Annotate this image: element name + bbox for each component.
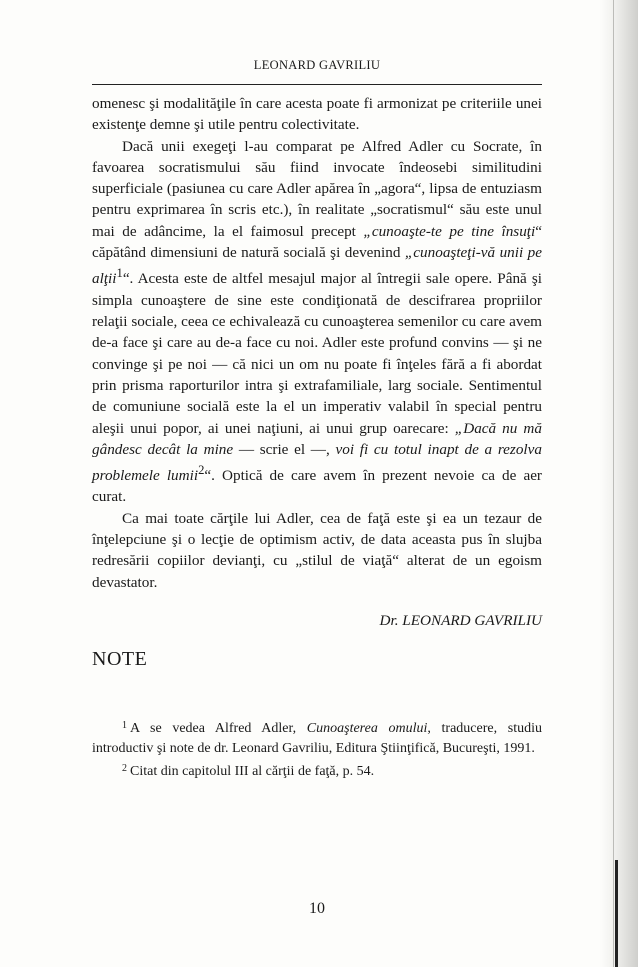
p2-quote-4: voi fi cu totul inapt de a rezolva problemele lumii (92, 440, 542, 485)
author-signature: Dr. LEONARD GAVRILIU (379, 612, 542, 629)
note-1-text-a: A se vedea Alfred Adler, (130, 721, 307, 736)
paragraph-3: Ca mai toate cărţile lui Adler, cea de faţă este şi ea un tezaur de înţelepciune şi o lecţie de optimism activ, de data aceasta pus în slujba redresării copiilor devianţi, cu „stilul de viaţă“ alterat de un egoism devastator. (92, 509, 542, 591)
main-text (92, 93, 542, 593)
footnote-ref-1: 1 (116, 266, 123, 281)
header-rule (92, 84, 542, 85)
note-1-number: 1 (122, 720, 127, 731)
page-number: 10 (309, 900, 325, 917)
p2-quote-1: „cunoaşte-te pe tine însuţi (363, 222, 536, 240)
p2-text-b: “ căpătând dimensiuni de natură socială şi devenind (92, 222, 542, 262)
note-1-book-title: Cunoaşterea omului (306, 721, 428, 736)
p2-text-c: “. Acesta este de altfel mesajul major al întregii sale opere. Până şi simpla cunoaştere de sine este condiţionată de descifrarea propriilor relaţii sociale, ceea ce echivalează cu cunoaşterea semenilor cu care avem de-a face şi care au de-a face cu noi. Adler este profund convins — şi ne convinge şi pe noi — că nici un om nu poate fi înţeles fără a fi abordat prin prisma raporturilor intra şi extrafamiliale, larg sociale. Sentimentul de comuniune socială este la el un imperativ valabil în special pentru aleşii unui popor, ai unei naţiuni, ai unui grup oarecare: (92, 270, 542, 437)
note-1-text-b: , traducere, studiu introductiv şi note de dr. Leonard Gavriliu, Editura Ştiinţifică, Bucureşti, 1991. (92, 721, 543, 756)
page-binding-shadow (600, 0, 638, 967)
paragraph-1: omenesc şi modalităţile în care acesta poate fi armonizat pe criteriile unei existenţe demne şi utile pentru colectivitate. (92, 95, 542, 134)
note-2-number: 2 (122, 763, 127, 774)
p2-quote-3: „Dacă nu mă gândesc decât la mine (92, 419, 542, 458)
note-2 (92, 759, 542, 782)
p2-text-e: “. Optică de care avem în prezent nevoie ca de aer curat. (92, 467, 542, 506)
notes-heading: NOTE (92, 648, 148, 670)
note-1 (92, 716, 542, 759)
binding-dark-edge (615, 860, 618, 967)
running-header: LEONARD GAVRILIU (253, 58, 381, 72)
binding-edge-line (613, 0, 614, 967)
notes-list (92, 716, 542, 782)
note-2-text: Citat din capitolul III al cărţii de faţă, p. 54. (130, 764, 375, 779)
p2-quote-2: „cunoaşteţi-vă unii pe alţii (92, 244, 542, 288)
footnote-ref-2: 2 (198, 463, 205, 478)
p2-text-d: — scrie el —, (233, 440, 336, 458)
paragraph-2 (92, 136, 542, 508)
p2-text-a: Dacă unii exegeţi l-au comparat pe Alfred Adler cu Socrate, în favoarea socratismului său fiind invocate îndeosebi similitudini superficiale (pasiunea cu care Adler apărea în „agora“, lipsa de entuziasm pentru exprimarea în scris etc.), în realitate „socratismul“ său este unul mai de adâncime, la el faimosul precept (92, 137, 542, 240)
